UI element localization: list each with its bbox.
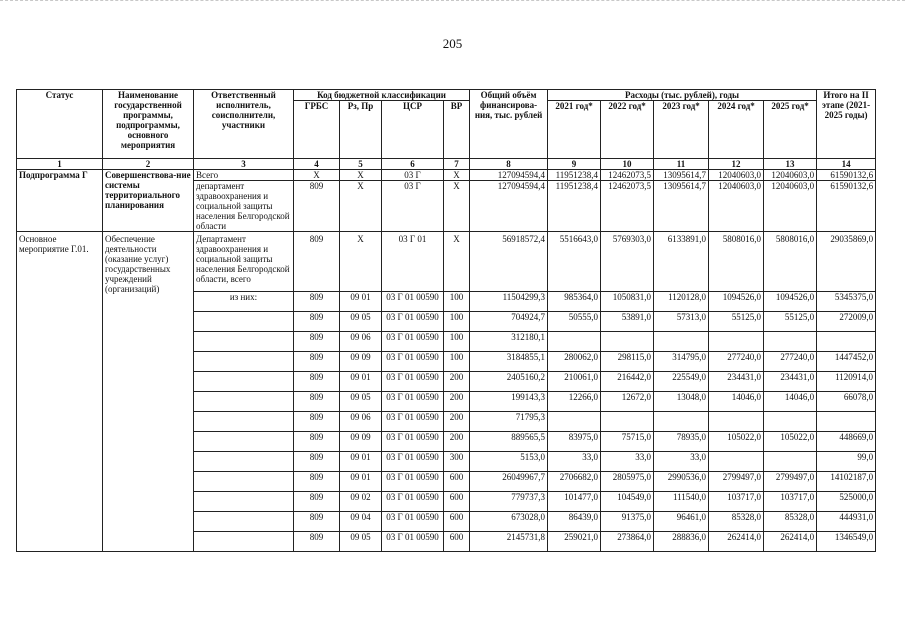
year-2021-cell: 210061,0 bbox=[548, 372, 601, 392]
year-2023-cell: 78935,0 bbox=[654, 432, 709, 452]
executor-cell bbox=[194, 472, 294, 492]
rzpr-cell: 09 04 bbox=[340, 512, 382, 532]
itogo-cell: 61590132,6 bbox=[817, 181, 876, 232]
year-2025-cell: 2799497,0 bbox=[764, 472, 817, 492]
year-2024-cell: 262414,0 bbox=[709, 532, 764, 552]
year-2024-cell bbox=[709, 412, 764, 432]
year-2022-cell: 75715,0 bbox=[601, 432, 654, 452]
itogo-cell: 1447452,0 bbox=[817, 352, 876, 372]
executor-cell bbox=[194, 452, 294, 472]
year-2021-cell bbox=[548, 412, 601, 432]
csr-cell: 03 Г 01 bbox=[382, 232, 444, 292]
year-2024-cell: 12040603,0 bbox=[709, 170, 764, 181]
vr-cell: 100 bbox=[444, 312, 470, 332]
year-2022-cell: 5769303,0 bbox=[601, 232, 654, 292]
volume-cell: 889565,5 bbox=[470, 432, 548, 452]
grbs-cell: 809 bbox=[294, 312, 340, 332]
itogo-cell: 1120914,0 bbox=[817, 372, 876, 392]
year-2021-cell: 985364,0 bbox=[548, 292, 601, 312]
csr-cell: 03 Г 01 00590 bbox=[382, 432, 444, 452]
vr-cell: 200 bbox=[444, 392, 470, 412]
grbs-cell: 809 bbox=[294, 512, 340, 532]
year-2024-cell: 277240,0 bbox=[709, 352, 764, 372]
year-2025-cell: 55125,0 bbox=[764, 312, 817, 332]
volume-cell: 673028,0 bbox=[470, 512, 548, 532]
grbs-cell: 809 bbox=[294, 372, 340, 392]
year-2024-cell: 1094526,0 bbox=[709, 292, 764, 312]
vr-header: ВР bbox=[444, 101, 470, 159]
executor-cell: Департамент здравоохранения и социальной защиты населения Белгородской области, всего bbox=[194, 232, 294, 292]
subprogram-name: Совершенствова-ние системы территориального планирования bbox=[103, 170, 194, 232]
rzpr-cell: 09 02 bbox=[340, 492, 382, 512]
vr-cell: 600 bbox=[444, 512, 470, 532]
vr-cell: 200 bbox=[444, 372, 470, 392]
year-2025-header: 2025 год* bbox=[764, 101, 817, 159]
itogo-cell: 66078,0 bbox=[817, 392, 876, 412]
rzpr-cell: 09 01 bbox=[340, 372, 382, 392]
itogo-cell: 1346549,0 bbox=[817, 532, 876, 552]
year-2021-cell: 2706682,0 bbox=[548, 472, 601, 492]
rzpr-cell: 09 05 bbox=[340, 312, 382, 332]
year-2023-cell: 288836,0 bbox=[654, 532, 709, 552]
year-2022-cell: 2805975,0 bbox=[601, 472, 654, 492]
csr-header: ЦСР bbox=[382, 101, 444, 159]
vr-cell: 600 bbox=[444, 472, 470, 492]
col-num: 5 bbox=[340, 159, 382, 170]
year-2024-cell: 234431,0 bbox=[709, 372, 764, 392]
year-2024-cell: 105022,0 bbox=[709, 432, 764, 452]
volume-cell: 779737,3 bbox=[470, 492, 548, 512]
executor-cell bbox=[194, 392, 294, 412]
rzpr-cell: 09 06 bbox=[340, 332, 382, 352]
volume-cell: 26049967,7 bbox=[470, 472, 548, 492]
year-2023-cell: 2990536,0 bbox=[654, 472, 709, 492]
year-2025-cell: 277240,0 bbox=[764, 352, 817, 372]
grbs-header: ГРБС bbox=[294, 101, 340, 159]
year-2023-cell: 225549,0 bbox=[654, 372, 709, 392]
csr-cell: 03 Г bbox=[382, 170, 444, 181]
executor-cell bbox=[194, 492, 294, 512]
volume-cell: 312180,1 bbox=[470, 332, 548, 352]
main-event-status: Основное мероприятие Г.01. bbox=[17, 232, 103, 552]
col-num: 2 bbox=[103, 159, 194, 170]
csr-cell: 03 Г 01 00590 bbox=[382, 492, 444, 512]
itogo-header: Итого на II этапе (2021-2025 годы) bbox=[817, 90, 876, 159]
year-2023-cell: 13095614,7 bbox=[654, 170, 709, 181]
executor-cell bbox=[194, 372, 294, 392]
year-2025-cell: 14046,0 bbox=[764, 392, 817, 412]
column-numbers-row bbox=[17, 159, 876, 170]
year-2021-cell: 5516643,0 bbox=[548, 232, 601, 292]
csr-cell: 03 Г bbox=[382, 181, 444, 232]
itogo-cell: 272009,0 bbox=[817, 312, 876, 332]
csr-cell: 03 Г 01 00590 bbox=[382, 452, 444, 472]
year-2025-cell: 103717,0 bbox=[764, 492, 817, 512]
col-num: 6 bbox=[382, 159, 444, 170]
year-2022-header: 2022 год* bbox=[601, 101, 654, 159]
year-2025-cell: 262414,0 bbox=[764, 532, 817, 552]
volume-cell: 127094594,4 bbox=[470, 170, 548, 181]
year-2025-cell bbox=[764, 452, 817, 472]
vr-cell: Х bbox=[444, 170, 470, 181]
total-volume-header: Общий объём финансирова-ния, тыс. рублей bbox=[470, 90, 548, 159]
year-2022-cell bbox=[601, 332, 654, 352]
grbs-cell: 809 bbox=[294, 392, 340, 412]
vr-cell: 100 bbox=[444, 352, 470, 372]
itogo-cell: 61590132,6 bbox=[817, 170, 876, 181]
rzpr-cell: Х bbox=[340, 232, 382, 292]
year-2022-cell: 91375,0 bbox=[601, 512, 654, 532]
year-2023-cell: 6133891,0 bbox=[654, 232, 709, 292]
col-num: 14 bbox=[817, 159, 876, 170]
executor-cell: департамент здравоохранения и социальной защиты населения Белгородской области bbox=[194, 181, 294, 232]
year-2024-cell: 5808016,0 bbox=[709, 232, 764, 292]
year-2021-cell: 11951238,4 bbox=[548, 170, 601, 181]
col-num: 9 bbox=[548, 159, 601, 170]
year-2023-cell: 314795,0 bbox=[654, 352, 709, 372]
grbs-cell: 809 bbox=[294, 332, 340, 352]
csr-cell: 03 Г 01 00590 bbox=[382, 472, 444, 492]
year-2022-cell: 12462073,5 bbox=[601, 170, 654, 181]
vr-cell: 300 bbox=[444, 452, 470, 472]
year-2024-cell bbox=[709, 332, 764, 352]
csr-cell: 03 Г 01 00590 bbox=[382, 512, 444, 532]
rzpr-cell: 09 05 bbox=[340, 532, 382, 552]
page-top-edge bbox=[0, 0, 905, 7]
col-num: 12 bbox=[709, 159, 764, 170]
year-2022-cell: 33,0 bbox=[601, 452, 654, 472]
rzpr-cell: 09 09 bbox=[340, 432, 382, 452]
year-2024-cell: 85328,0 bbox=[709, 512, 764, 532]
year-2022-cell: 12672,0 bbox=[601, 392, 654, 412]
col-num: 7 bbox=[444, 159, 470, 170]
vr-cell: 100 bbox=[444, 332, 470, 352]
year-2021-cell: 259021,0 bbox=[548, 532, 601, 552]
rzpr-cell: 09 06 bbox=[340, 412, 382, 432]
rzpr-cell: 09 01 bbox=[340, 452, 382, 472]
year-2021-cell: 83975,0 bbox=[548, 432, 601, 452]
itogo-cell: 14102187,0 bbox=[817, 472, 876, 492]
volume-cell: 5153,0 bbox=[470, 452, 548, 472]
volume-cell: 3184855,1 bbox=[470, 352, 548, 372]
rzpr-cell: 09 01 bbox=[340, 472, 382, 492]
year-2025-cell: 85328,0 bbox=[764, 512, 817, 532]
grbs-cell: 809 bbox=[294, 232, 340, 292]
volume-cell: 2405160,2 bbox=[470, 372, 548, 392]
year-2021-cell bbox=[548, 332, 601, 352]
csr-cell: 03 Г 01 00590 bbox=[382, 352, 444, 372]
year-2021-cell: 86439,0 bbox=[548, 512, 601, 532]
csr-cell: 03 Г 01 00590 bbox=[382, 412, 444, 432]
year-2021-cell: 12266,0 bbox=[548, 392, 601, 412]
volume-cell: 11504299,3 bbox=[470, 292, 548, 312]
col-num: 1 bbox=[17, 159, 103, 170]
year-2021-cell: 101477,0 bbox=[548, 492, 601, 512]
rzpr-cell: Х bbox=[340, 181, 382, 232]
year-2025-cell bbox=[764, 412, 817, 432]
year-2023-cell: 33,0 bbox=[654, 452, 709, 472]
grbs-cell: 809 bbox=[294, 472, 340, 492]
itogo-cell bbox=[817, 332, 876, 352]
main-event-row bbox=[17, 232, 876, 292]
year-2025-cell: 1094526,0 bbox=[764, 292, 817, 312]
budget-table bbox=[16, 89, 876, 552]
volume-cell: 704924,7 bbox=[470, 312, 548, 332]
year-2023-cell: 96461,0 bbox=[654, 512, 709, 532]
year-2025-cell: 234431,0 bbox=[764, 372, 817, 392]
year-2022-cell: 298115,0 bbox=[601, 352, 654, 372]
code-group-header: Код бюджетной классификации bbox=[294, 90, 470, 101]
year-2023-cell: 57313,0 bbox=[654, 312, 709, 332]
executor-cell bbox=[194, 352, 294, 372]
year-2025-cell: 5808016,0 bbox=[764, 232, 817, 292]
vr-cell: 200 bbox=[444, 412, 470, 432]
year-2023-cell: 13095614,7 bbox=[654, 181, 709, 232]
csr-cell: 03 Г 01 00590 bbox=[382, 332, 444, 352]
year-2022-cell: 12462073,5 bbox=[601, 181, 654, 232]
status-header: Статус bbox=[17, 90, 103, 159]
volume-cell: 127094594,4 bbox=[470, 181, 548, 232]
year-2024-cell bbox=[709, 452, 764, 472]
year-2025-cell: 12040603,0 bbox=[764, 170, 817, 181]
rzpr-cell: 09 01 bbox=[340, 292, 382, 312]
year-2023-cell: 1120128,0 bbox=[654, 292, 709, 312]
volume-cell: 2145731,8 bbox=[470, 532, 548, 552]
year-2021-cell: 33,0 bbox=[548, 452, 601, 472]
col-num: 11 bbox=[654, 159, 709, 170]
vr-cell: Х bbox=[444, 232, 470, 292]
year-2021-header: 2021 год* bbox=[548, 101, 601, 159]
itogo-cell: 29035869,0 bbox=[817, 232, 876, 292]
grbs-cell: 809 bbox=[294, 412, 340, 432]
year-2021-cell: 280062,0 bbox=[548, 352, 601, 372]
executor-cell: из них: bbox=[194, 292, 294, 312]
csr-cell: 03 Г 01 00590 bbox=[382, 312, 444, 332]
rzpr-cell: Х bbox=[340, 170, 382, 181]
col-num: 3 bbox=[194, 159, 294, 170]
vr-cell: 200 bbox=[444, 432, 470, 452]
year-2022-cell: 273864,0 bbox=[601, 532, 654, 552]
executor-cell: Всего bbox=[194, 170, 294, 181]
year-2021-cell: 50555,0 bbox=[548, 312, 601, 332]
year-2022-cell: 216442,0 bbox=[601, 372, 654, 392]
expenses-group-header: Расходы (тыс. рублей), годы bbox=[548, 90, 817, 101]
executor-cell bbox=[194, 332, 294, 352]
csr-cell: 03 Г 01 00590 bbox=[382, 292, 444, 312]
volume-cell: 71795,3 bbox=[470, 412, 548, 432]
year-2025-cell: 12040603,0 bbox=[764, 181, 817, 232]
year-2023-cell bbox=[654, 412, 709, 432]
year-2025-cell bbox=[764, 332, 817, 352]
volume-cell: 199143,3 bbox=[470, 392, 548, 412]
year-2023-cell: 13048,0 bbox=[654, 392, 709, 412]
executor-cell bbox=[194, 532, 294, 552]
executor-cell bbox=[194, 312, 294, 332]
rzpr-cell: 09 05 bbox=[340, 392, 382, 412]
grbs-cell: 809 bbox=[294, 532, 340, 552]
vr-cell: Х bbox=[444, 181, 470, 232]
col-num: 13 bbox=[764, 159, 817, 170]
executor-header: Ответственный исполнитель, соисполнители, участники bbox=[194, 90, 294, 159]
grbs-cell: 809 bbox=[294, 352, 340, 372]
grbs-cell: Х bbox=[294, 170, 340, 181]
grbs-cell: 809 bbox=[294, 452, 340, 472]
executor-cell bbox=[194, 412, 294, 432]
csr-cell: 03 Г 01 00590 bbox=[382, 392, 444, 412]
csr-cell: 03 Г 01 00590 bbox=[382, 532, 444, 552]
year-2022-cell: 53891,0 bbox=[601, 312, 654, 332]
year-2024-cell: 12040603,0 bbox=[709, 181, 764, 232]
csr-cell: 03 Г 01 00590 bbox=[382, 372, 444, 392]
itogo-cell: 448669,0 bbox=[817, 432, 876, 452]
grbs-cell: 809 bbox=[294, 432, 340, 452]
rzpr-cell: 09 09 bbox=[340, 352, 382, 372]
header-row-1 bbox=[17, 90, 876, 101]
year-2024-cell: 14046,0 bbox=[709, 392, 764, 412]
col-num: 4 bbox=[294, 159, 340, 170]
year-2024-cell: 55125,0 bbox=[709, 312, 764, 332]
year-2024-cell: 2799497,0 bbox=[709, 472, 764, 492]
name-header: Наименование государственной программы, подпрограммы, основного мероприятия bbox=[103, 90, 194, 159]
executor-cell bbox=[194, 512, 294, 532]
grbs-cell: 809 bbox=[294, 181, 340, 232]
grbs-cell: 809 bbox=[294, 492, 340, 512]
main-event-name: Обеспечение деятельности (оказание услуг) государственных учреждений (организаций) bbox=[103, 232, 194, 552]
year-2023-cell bbox=[654, 332, 709, 352]
year-2023-cell: 111540,0 bbox=[654, 492, 709, 512]
year-2023-header: 2023 год* bbox=[654, 101, 709, 159]
itogo-cell: 99,0 bbox=[817, 452, 876, 472]
subprogram-status: Подпрограмма Г bbox=[17, 170, 103, 232]
year-2024-header: 2024 год* bbox=[709, 101, 764, 159]
itogo-cell: 444931,0 bbox=[817, 512, 876, 532]
itogo-cell: 525000,0 bbox=[817, 492, 876, 512]
rzpr-header: Рз, Пр bbox=[340, 101, 382, 159]
volume-cell: 56918572,4 bbox=[470, 232, 548, 292]
executor-cell bbox=[194, 432, 294, 452]
year-2022-cell: 104549,0 bbox=[601, 492, 654, 512]
itogo-cell: 5345375,0 bbox=[817, 292, 876, 312]
vr-cell: 600 bbox=[444, 532, 470, 552]
vr-cell: 100 bbox=[444, 292, 470, 312]
col-num: 10 bbox=[601, 159, 654, 170]
vr-cell: 600 bbox=[444, 492, 470, 512]
page-number: 205 bbox=[442, 36, 463, 51]
subprogram-total-row bbox=[17, 170, 876, 181]
year-2022-cell: 1050831,0 bbox=[601, 292, 654, 312]
grbs-cell: 809 bbox=[294, 292, 340, 312]
year-2024-cell: 103717,0 bbox=[709, 492, 764, 512]
year-2022-cell bbox=[601, 412, 654, 432]
itogo-cell bbox=[817, 412, 876, 432]
col-num: 8 bbox=[470, 159, 548, 170]
year-2021-cell: 11951238,4 bbox=[548, 181, 601, 232]
year-2025-cell: 105022,0 bbox=[764, 432, 817, 452]
